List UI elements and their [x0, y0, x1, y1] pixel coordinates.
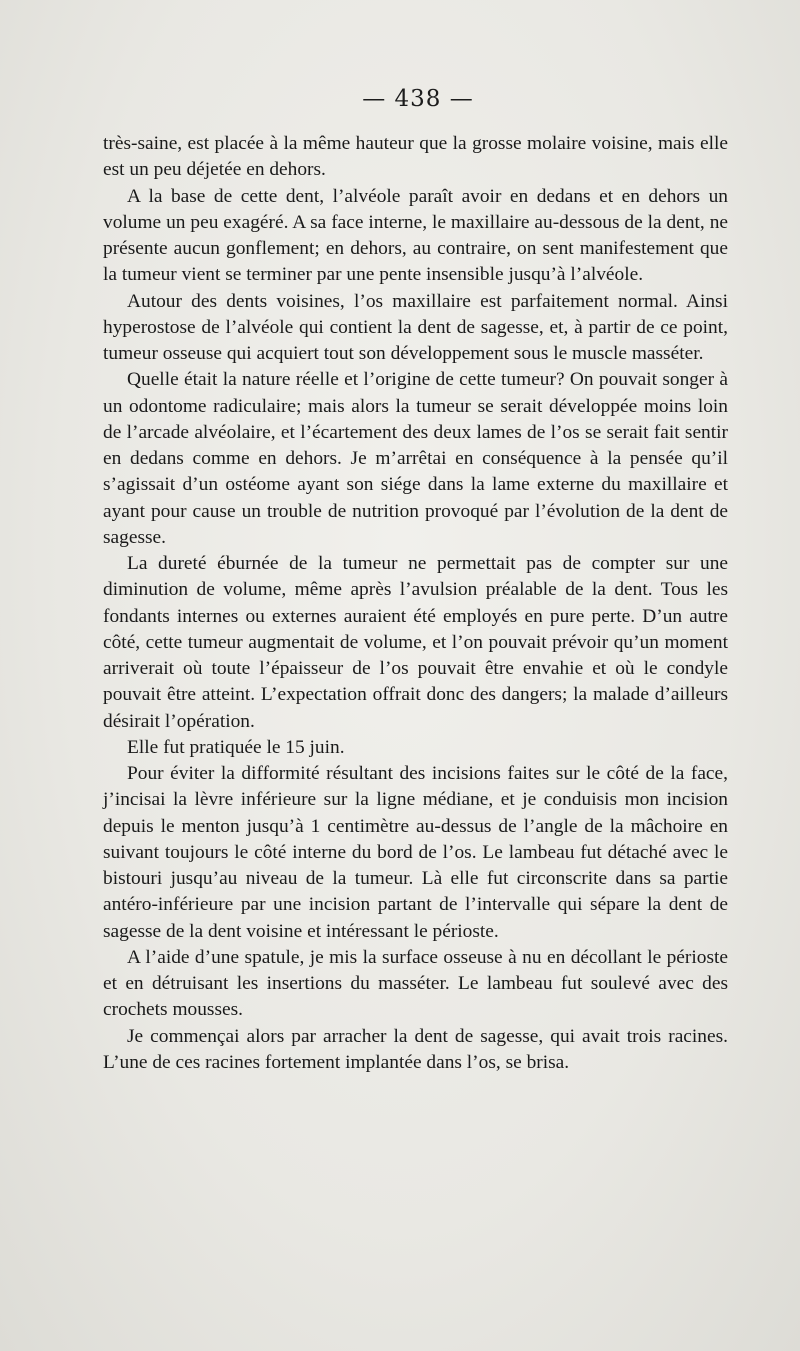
paragraph-8: A l’aide d’une spatule, je mis la surface osseuse à nu en décollant le périoste et en détruisant les insertions du masséter. Le lambeau fut soulevé avec des crochets mousses.	[103, 946, 728, 1021]
paragraph-3: Autour des dents voisines, l’os maxillaire est parfaitement normal. Ainsi hyperostose de l’alvéole qui contient la dent de sagesse, et, à partir de ce point, tumeur osseuse qui acquiert tout son développement sous le muscle masséter.	[103, 290, 728, 364]
paragraph-7: Pour éviter la difformité résultant des incisions faites sur le côté de la face, j’incisai la lèvre inférieure sur la ligne médiane, et je conduisis mon incision depuis le menton jusqu’à 1 centimètre au-dessus de l’angle de la mâchoire en suivant toujours le côté interne du bord de l’os. Le lambeau fut détaché avec le bistouri jusqu’au niveau de la tumeur. Là elle fut circonscrite dans sa partie antéro-inférieure par une incision partant de l’intervalle qui sépare la dent de sagesse de la dent voisine et intéressant le périoste.	[103, 763, 728, 942]
page-number: — 438 —	[362, 86, 474, 112]
paragraph-1: très-saine, est placée à la même hauteur que la grosse molaire voisine, mais elle est un peu déjetée en dehors.	[103, 133, 728, 181]
paragraph-5: La dureté éburnée de la tumeur ne permettait pas de compter sur une diminution de volume, même après l’avulsion préalable de la dent. Tous les fondants internes ou externes auraient été employés en pure perte. D’un autre côté, cette tumeur augmentait de volume, et l’on pouvait prévoir qu’un moment arriverait où toute l’épaisseur de l’os pouvait être envahie et où le condyle pouvait être atteint. L’expectation offrait donc des dangers; la malade d’ailleurs désirait l’opération.	[103, 553, 728, 732]
paragraph-6: Elle fut pratiquée le 15 juin.	[127, 736, 345, 758]
paragraph-4: Quelle était la nature réelle et l’origine de cette tumeur? On pouvait songer à un odontome radiculaire; mais alors la tumeur se serait développée moins loin de l’arcade alvéolaire, et l’écartement des deux lames de l’os se serait fait sentir en dedans comme en dehors. Je m’arrêtai en conséquence à la pensée qu’il s’agissait d’un ostéome ayant son siége dans la lame externe du maxillaire et ayant pour cause un trouble de nutrition provoqué par l’évolution de la dent de sagesse.	[103, 369, 728, 548]
paragraph-2: A la base de cette dent, l’alvéole paraît avoir en dedans et en dehors un volume un peu exagéré. A sa face interne, le maxillaire au-dessous de la dent, ne présente aucun gonflement; en dehors, au contraire, on sent manifestement que la tumeur vient se terminer par une pente insensible jusqu’à l’alvéole.	[103, 185, 728, 286]
body-text	[103, 131, 728, 1076]
paragraph-9: Je commençai alors par arracher la dent de sagesse, qui avait trois racines. L’une de ces racines fortement implantée dans l’os, se brisa.	[103, 1025, 728, 1073]
